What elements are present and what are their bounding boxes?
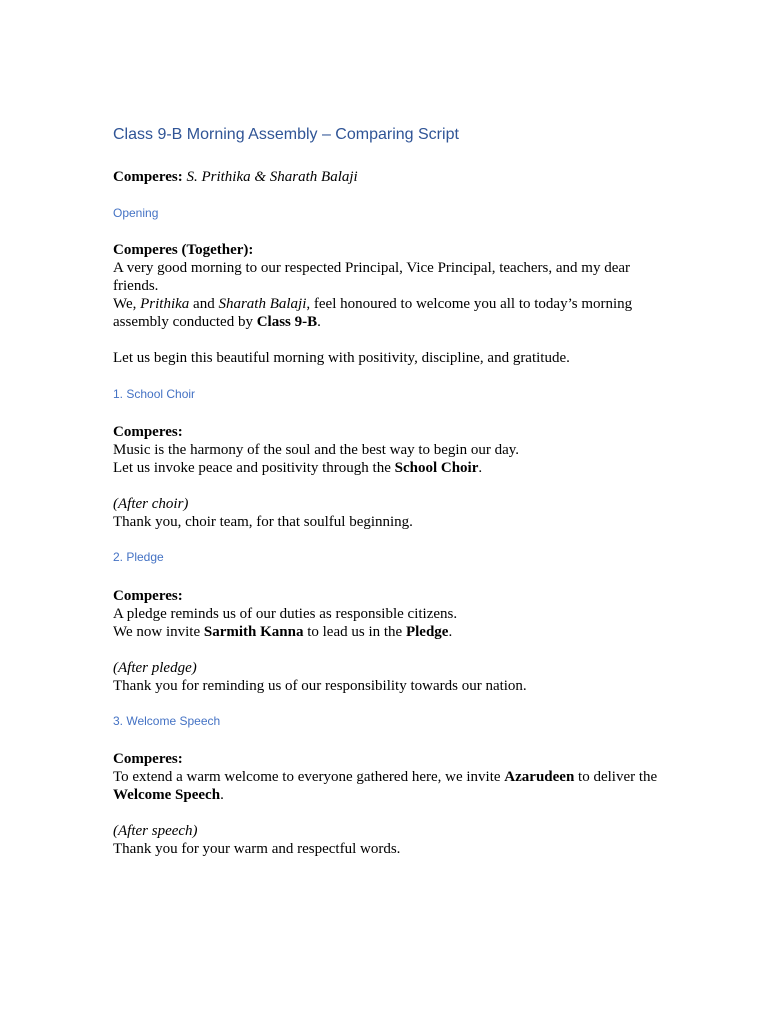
welcome-speaker: Comperes: <box>113 751 183 767</box>
opening-section <box>113 241 673 331</box>
opening-name1: Prithika <box>140 296 190 312</box>
pledge-section <box>113 587 673 641</box>
document-title: Class 9-B Morning Assembly – Comparing Script <box>113 126 459 143</box>
choir-line2-end: . <box>478 460 483 476</box>
comperes-line <box>113 168 673 186</box>
heading-welcome-speech: 3. Welcome Speech <box>113 714 221 728</box>
pledge-line2-mid: to lead us in the <box>303 624 406 640</box>
opening-speaker: Comperes (Together): <box>113 242 254 258</box>
opening-class: Class 9-B <box>256 314 318 330</box>
pledge-line1: A pledge reminds us of our duties as responsible citizens. <box>113 606 458 622</box>
choir-line2 <box>113 459 673 477</box>
welcome-line1-bold: Welcome Speech <box>113 787 221 803</box>
welcome-after-section <box>113 822 673 858</box>
opening-closing: Let us begin this beautiful morning with positivity, discipline, and gratitude. <box>113 350 570 366</box>
heading-school-choir: 1. School Choir <box>113 387 196 401</box>
opening-welcome <box>113 295 673 331</box>
welcome-line1 <box>113 768 673 804</box>
opening-mid: , feel honoured to welcome you all to today’s morning assembly conducted by <box>113 296 633 330</box>
welcome-thanks: Thank you for your warm and respectful words. <box>113 841 401 857</box>
welcome-line1-name: Azarudeen <box>504 769 575 785</box>
pledge-line2 <box>113 623 673 641</box>
choir-speaker: Comperes: <box>113 424 183 440</box>
choir-line2-bold: School Choir <box>394 460 479 476</box>
choir-after: (After choir) <box>113 496 189 512</box>
comperes-label: Comperes: <box>113 169 183 185</box>
pledge-line2-name: Sarmith Kanna <box>203 624 304 640</box>
choir-section <box>113 423 673 477</box>
pledge-line2-bold: Pledge <box>405 624 449 640</box>
opening-we: We, <box>113 296 141 312</box>
pledge-thanks: Thank you for reminding us of our responsibility towards our nation. <box>113 678 527 694</box>
opening-and: and <box>189 296 219 312</box>
opening-greeting: A very good morning to our respected Principal, Vice Principal, teachers, and my dear friends. <box>113 260 631 294</box>
choir-line1: Music is the harmony of the soul and the best way to begin our day. <box>113 442 520 458</box>
welcome-line1-end: . <box>220 787 224 803</box>
comperes-names: S. Prithika & Sharath Balaji <box>186 169 358 185</box>
welcome-after: (After speech) <box>113 823 198 839</box>
pledge-after-section <box>113 659 673 695</box>
pledge-line2-end: . <box>448 624 453 640</box>
choir-line2-pre: Let us invoke peace and positivity through the <box>113 460 395 476</box>
pledge-speaker: Comperes: <box>113 588 183 604</box>
pledge-after: (After pledge) <box>113 660 197 676</box>
choir-after-section <box>113 495 673 531</box>
welcome-line1-pre: To extend a warm welcome to everyone gathered here, we invite <box>113 769 505 785</box>
opening-name2: Sharath Balaji <box>218 296 307 312</box>
heading-pledge: 2. Pledge <box>113 550 164 564</box>
welcome-line1-mid: to deliver the <box>574 769 658 785</box>
heading-opening: Opening <box>113 206 159 220</box>
pledge-line2-pre: We now invite <box>113 624 204 640</box>
opening-period: . <box>317 314 321 330</box>
choir-thanks: Thank you, choir team, for that soulful beginning. <box>113 514 413 530</box>
welcome-section <box>113 750 673 804</box>
